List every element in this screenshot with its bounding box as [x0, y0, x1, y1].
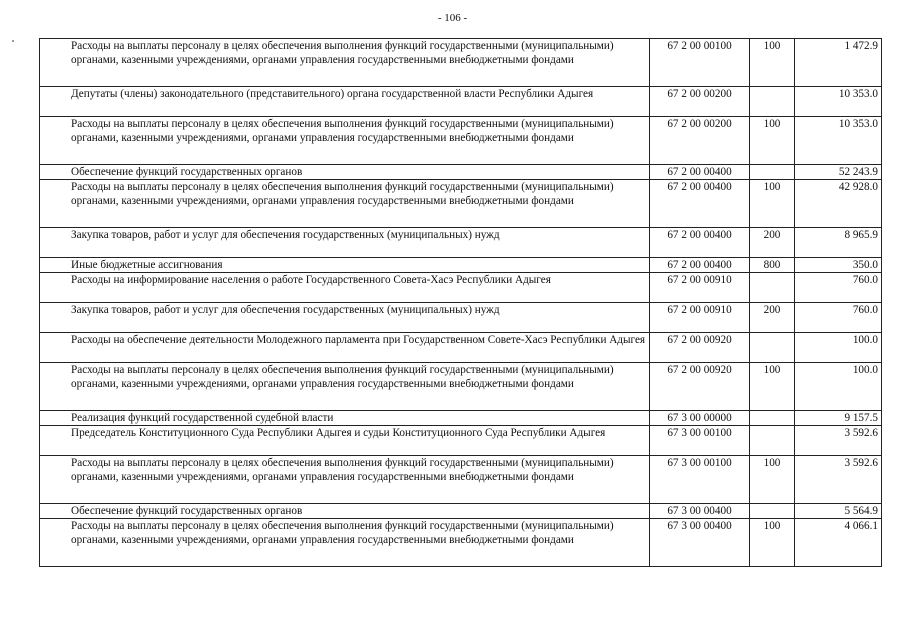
- expense-name-cell: Обеспечение функций государственных органов: [40, 165, 650, 180]
- target-article-code-cell: 67 2 00 00910: [650, 303, 750, 333]
- amount-cell: 4 066.1: [795, 519, 882, 567]
- target-article-code-cell: 67 3 00 00100: [650, 426, 750, 456]
- expense-type-cell: [750, 426, 795, 456]
- table-row: [40, 39, 882, 87]
- amount-cell: 760.0: [795, 303, 882, 333]
- table-row: [40, 165, 882, 180]
- expense-name-cell: Депутаты (члены) законодательного (представительного) органа государственной власти Республики Адыгея: [40, 87, 650, 117]
- target-article-code-cell: 67 3 00 00400: [650, 519, 750, 567]
- expense-name-cell: Расходы на выплаты персоналу в целях обеспечения выполнения функций государственными (муниципальными) органами, казенными учреждениями, органами управления государственными внебюджетными фондами: [40, 363, 650, 411]
- amount-cell: 3 592.6: [795, 426, 882, 456]
- expense-name-cell: Закупка товаров, работ и услуг для обеспечения государственных (муниципальных) нужд: [40, 228, 650, 258]
- table-row: [40, 363, 882, 411]
- expense-type-cell: 100: [750, 180, 795, 228]
- table-row: [40, 519, 882, 567]
- amount-cell: 9 157.5: [795, 411, 882, 426]
- amount-cell: 760.0: [795, 273, 882, 303]
- target-article-code-cell: 67 2 00 00200: [650, 87, 750, 117]
- table-row: [40, 456, 882, 504]
- expense-name-cell: Расходы на выплаты персоналу в целях обеспечения выполнения функций государственными (муниципальными) органами, казенными учреждениями, органами управления государственными внебюджетными фондами: [40, 180, 650, 228]
- amount-cell: 10 353.0: [795, 117, 882, 165]
- table-row: [40, 258, 882, 273]
- expense-type-cell: 800: [750, 258, 795, 273]
- expense-type-cell: 100: [750, 39, 795, 87]
- table-row: [40, 180, 882, 228]
- table-row: [40, 273, 882, 303]
- expense-type-cell: [750, 333, 795, 363]
- target-article-code-cell: 67 2 00 00400: [650, 258, 750, 273]
- target-article-code-cell: 67 2 00 00400: [650, 228, 750, 258]
- amount-cell: 100.0: [795, 363, 882, 411]
- amount-cell: 5 564.9: [795, 504, 882, 519]
- amount-cell: 8 965.9: [795, 228, 882, 258]
- expense-name-cell: Иные бюджетные ассигнования: [40, 258, 650, 273]
- scan-speck: [12, 40, 14, 42]
- expense-name-cell: Реализация функций государственной судебной власти: [40, 411, 650, 426]
- expense-name-cell: Расходы на обеспечение деятельности Молодежного парламента при Государственном Совете-Хасэ Республики Адыгея: [40, 333, 650, 363]
- target-article-code-cell: 67 2 00 00400: [650, 180, 750, 228]
- amount-cell: 52 243.9: [795, 165, 882, 180]
- amount-cell: 1 472.9: [795, 39, 882, 87]
- amount-cell: 42 928.0: [795, 180, 882, 228]
- target-article-code-cell: 67 2 00 00400: [650, 165, 750, 180]
- expense-name-cell: Расходы на выплаты персоналу в целях обеспечения выполнения функций государственными (муниципальными) органами, казенными учреждениями, органами управления государственными внебюджетными фондами: [40, 117, 650, 165]
- expense-type-cell: 100: [750, 456, 795, 504]
- target-article-code-cell: 67 2 00 00920: [650, 333, 750, 363]
- table-row: [40, 426, 882, 456]
- expense-type-cell: [750, 165, 795, 180]
- expense-name-cell: Обеспечение функций государственных органов: [40, 504, 650, 519]
- target-article-code-cell: 67 3 00 00100: [650, 456, 750, 504]
- expense-type-cell: [750, 87, 795, 117]
- target-article-code-cell: 67 2 00 00200: [650, 117, 750, 165]
- page-number: - 106 -: [437, 12, 468, 24]
- expense-type-cell: [750, 273, 795, 303]
- budget-table-body: [40, 39, 882, 567]
- expense-type-cell: 100: [750, 117, 795, 165]
- table-row: [40, 504, 882, 519]
- table-row: [40, 228, 882, 258]
- expense-name-cell: Председатель Конституционного Суда Республики Адыгея и судьи Конституционного Суда Республики Адыгея: [40, 426, 650, 456]
- target-article-code-cell: 67 2 00 00910: [650, 273, 750, 303]
- target-article-code-cell: 67 2 00 00920: [650, 363, 750, 411]
- table-row: [40, 87, 882, 117]
- amount-cell: 3 592.6: [795, 456, 882, 504]
- amount-cell: 10 353.0: [795, 87, 882, 117]
- expense-type-cell: 200: [750, 228, 795, 258]
- target-article-code-cell: 67 2 00 00100: [650, 39, 750, 87]
- expense-name-cell: Расходы на выплаты персоналу в целях обеспечения выполнения функций государственными (муниципальными) органами, казенными учреждениями, органами управления государственными внебюджетными фондами: [40, 39, 650, 87]
- expense-name-cell: Расходы на информирование населения о работе Государственного Совета-Хасэ Республики Адыгея: [40, 273, 650, 303]
- expense-type-cell: 100: [750, 519, 795, 567]
- expense-type-cell: [750, 411, 795, 426]
- expense-name-cell: Расходы на выплаты персоналу в целях обеспечения выполнения функций государственными (муниципальными) органами, казенными учреждениями, органами управления государственными внебюджетными фондами: [40, 519, 650, 567]
- expense-type-cell: 200: [750, 303, 795, 333]
- table-row: [40, 411, 882, 426]
- target-article-code-cell: 67 3 00 00000: [650, 411, 750, 426]
- amount-cell: 350.0: [795, 258, 882, 273]
- target-article-code-cell: 67 3 00 00400: [650, 504, 750, 519]
- table-row: [40, 117, 882, 165]
- expense-name-cell: Закупка товаров, работ и услуг для обеспечения государственных (муниципальных) нужд: [40, 303, 650, 333]
- expense-name-cell: Расходы на выплаты персоналу в целях обеспечения выполнения функций государственными (муниципальными) органами, казенными учреждениями, органами управления государственными внебюджетными фондами: [40, 456, 650, 504]
- expense-type-cell: 100: [750, 363, 795, 411]
- table-row: [40, 333, 882, 363]
- amount-cell: 100.0: [795, 333, 882, 363]
- budget-table: [39, 38, 882, 567]
- table-row: [40, 303, 882, 333]
- expense-type-cell: [750, 504, 795, 519]
